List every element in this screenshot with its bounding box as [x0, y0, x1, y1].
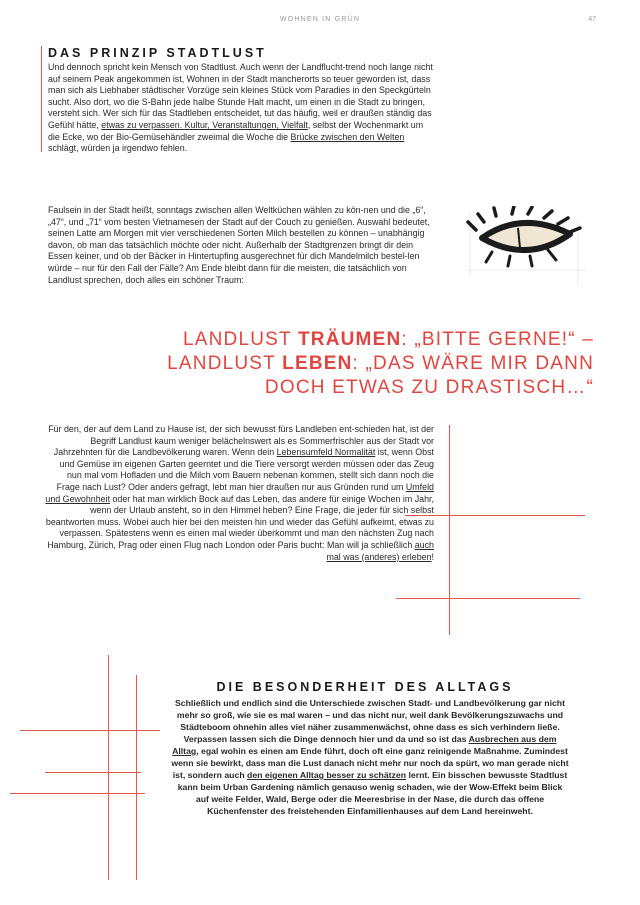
para2-text: Faulsein in der Stadt heißt, sonntags zwischen allen Weltküchen wählen zu kön-nen und die „6“, „47“, und „71“ vom besten Vietnamesen der Stadt auf der Couch zu genießen. Auswahl bedeutet, seinen Latte am Morgen mit vier verschiedenen Sorten Milch bestellen zu können – unabhängig davon, ob man das tatsächlich möchte oder nicht. Außerhalb der Stadtgrenzen bringt dir dein Essen keiner, und ob der Bäcker in Hintertupfing ausgerechnet für dich Mandelmilch bestel-len würde – nur für den Fall der Fälle? Am Ende bleibt dann für die meisten, die tatsächlich von Landlust sprechen, doch alles ein schöner Traum:: [48, 205, 430, 285]
section2-paragraph: Für den, der auf dem Land zu Hause ist, der sich bewusst fürs Landleben ent-schieden hat, ist der Begriff Landlust kaum weniger belächelnswert als es Sommerfrischler aus der Stadt vor Jahrzehnten für die Landbevölkerung waren. Wenn dein Lebensumfeld Normalität ist, wenn Obst und Gemüse im eigenen Garten geerntet und die Tiere versorgt werden müssen oder das Zeug nun mal vom Hofladen und die Milch vom Bauern nebenan kommen, stellt sich dann noch die Frage nach Lust? Oder anders gefragt, lebt man hier draußen nur aus Gründen rund um Umfeld und Gewohnheit oder hat man wirklich Bock auf das Leben, das andere für einige Wochen im Jahr, wenn der Urlaub ansteht, so in den Himmel heben? Eine Frage, die jeder für sich selbst beantworten muss. Wobei auch hier bei den meisten hin und wieder das Gefühl aufkeimt, etwas zu verpassen. Spätestens wenn es einen mal wieder überkommt und man den nächsten Zug nach Hamburg, Zürich, Prag oder einen Flug nach London oder Paris bucht: Man will ja schließlich auch mal was (anderes) erleben!: [45, 424, 434, 562]
decor-line-h3: [20, 730, 160, 731]
decor-line-v2: [108, 655, 109, 880]
section-heading-besonderheit: DIE BESONDERHEIT DES ALLTAGS: [216, 680, 514, 694]
page-number: 47: [588, 16, 596, 23]
para1-text: Und dennoch spricht kein Mensch von Stadtlust. Auch wenn der Landflucht-trend noch lange nicht auf seinem Peak angekommen ist, Wohnen in der Stadt mancherorts so teuer geworden ist, dass man sich als Liebhaber städtischer Vorzüge sein kleines Stück vom Paradies in den Speckgürteln sucht. Also dort, wo die S-Bahn jede halbe Stunde Halt macht, um einen in die Stadt zu bringen, versteht sich. Wer sich für das Stadtleben entscheidet, tut das häufig, weil er draußen ständig das Gefühl hätte,: [48, 62, 433, 130]
decor-line-v1: [449, 425, 450, 635]
running-header: WOHNEN IN GRÜN: [279, 16, 361, 23]
link-bruecke-zwischen-den-welten[interactable]: Brücke zwischen den Welten: [290, 131, 405, 142]
section1-paragraph-2: [48, 205, 436, 286]
section-heading-prinzip: DAS PRINZIP STADTLUST: [48, 46, 267, 60]
link-etwas-zu-verpassen[interactable]: etwas zu verpassen. Kultur, Veranstaltungen, Vielfalt: [101, 119, 308, 130]
quote-line-3: DOCH ETWAS ZU DRASTISCH…“: [264, 377, 594, 398]
quote-line-2: LANDLUST LEBEN: „DAS WÄRE MIR DANN: [167, 353, 594, 374]
decor-line-h4: [45, 772, 141, 773]
decor-line-v3: [136, 675, 137, 880]
section1-left-rule: [41, 46, 42, 152]
para1-mid: , selbst der Wochenmarkt um die Ecke, wo der Bio-Gemüsehändler zweimal die Woche die: [48, 119, 424, 142]
pull-quote: [74, 328, 594, 400]
link-lebensumfeld-normalitaet[interactable]: Lebensumfeld Normalität: [276, 447, 376, 458]
quote-line-1: LANDLUST TRÄUMEN: „BITTE GERNE!“ –: [182, 329, 594, 350]
link-ausbrechen-aus-dem-alltag[interactable]: Ausbrechen aus dem Alltag: [172, 734, 557, 756]
para1-end: schlägt, würden ja irgendwo fehlen.: [48, 143, 188, 154]
section3-paragraph: Schließlich und endlich sind die Unterschiede zwischen Stadt- und Landbevölkerung gar nicht mehr so groß, wie sie es mal waren – und das nicht nur, weil dank Bevölkerungszuwachs und Städteboom ohnehin alles viel näher zusammenwächst, ohne dass es sich verhindern ließe. Verpassen lassen sich die Dinge dennoch hier und da und so ist das Ausbrechen aus dem Alltag, egal wohin es einen am Ende führt, doch oft eine ganz reinigende Maßnahme. Zumindest wenn sie bewirkt, dass man die Lust danach nicht mehr nur noch da spürt, wo man gerade nicht ist, sondern auch den eigenen Alltag besser zu schätzen lernt. Ein bisschen bewusste Stadtlust kann beim Urban Gardening nämlich genauso wenig schaden, wie der Wow-Effekt beim Blick auf weite Felder, Wald, Berge oder die Meeresbrise in der Nase, die durch das offene Küchenfenster des freistehenden Einfamilienhauses auf dem Land hereinweht.: [171, 698, 569, 816]
link-umfeld-und-gewohnheit[interactable]: Umfeld und Gewohnheit: [45, 481, 434, 504]
decor-line-h5: [10, 793, 145, 794]
link-auch-mal-was-anderes-erleben[interactable]: auch mal was (anderes) erleben: [326, 539, 434, 562]
link-alltag-besser-schaetzen[interactable]: den eigenen Alltag besser zu schätzen: [247, 770, 407, 780]
eye-sketch-icon: [462, 206, 594, 290]
decor-line-h2: [396, 598, 580, 599]
section1-paragraph-1: [48, 62, 436, 155]
